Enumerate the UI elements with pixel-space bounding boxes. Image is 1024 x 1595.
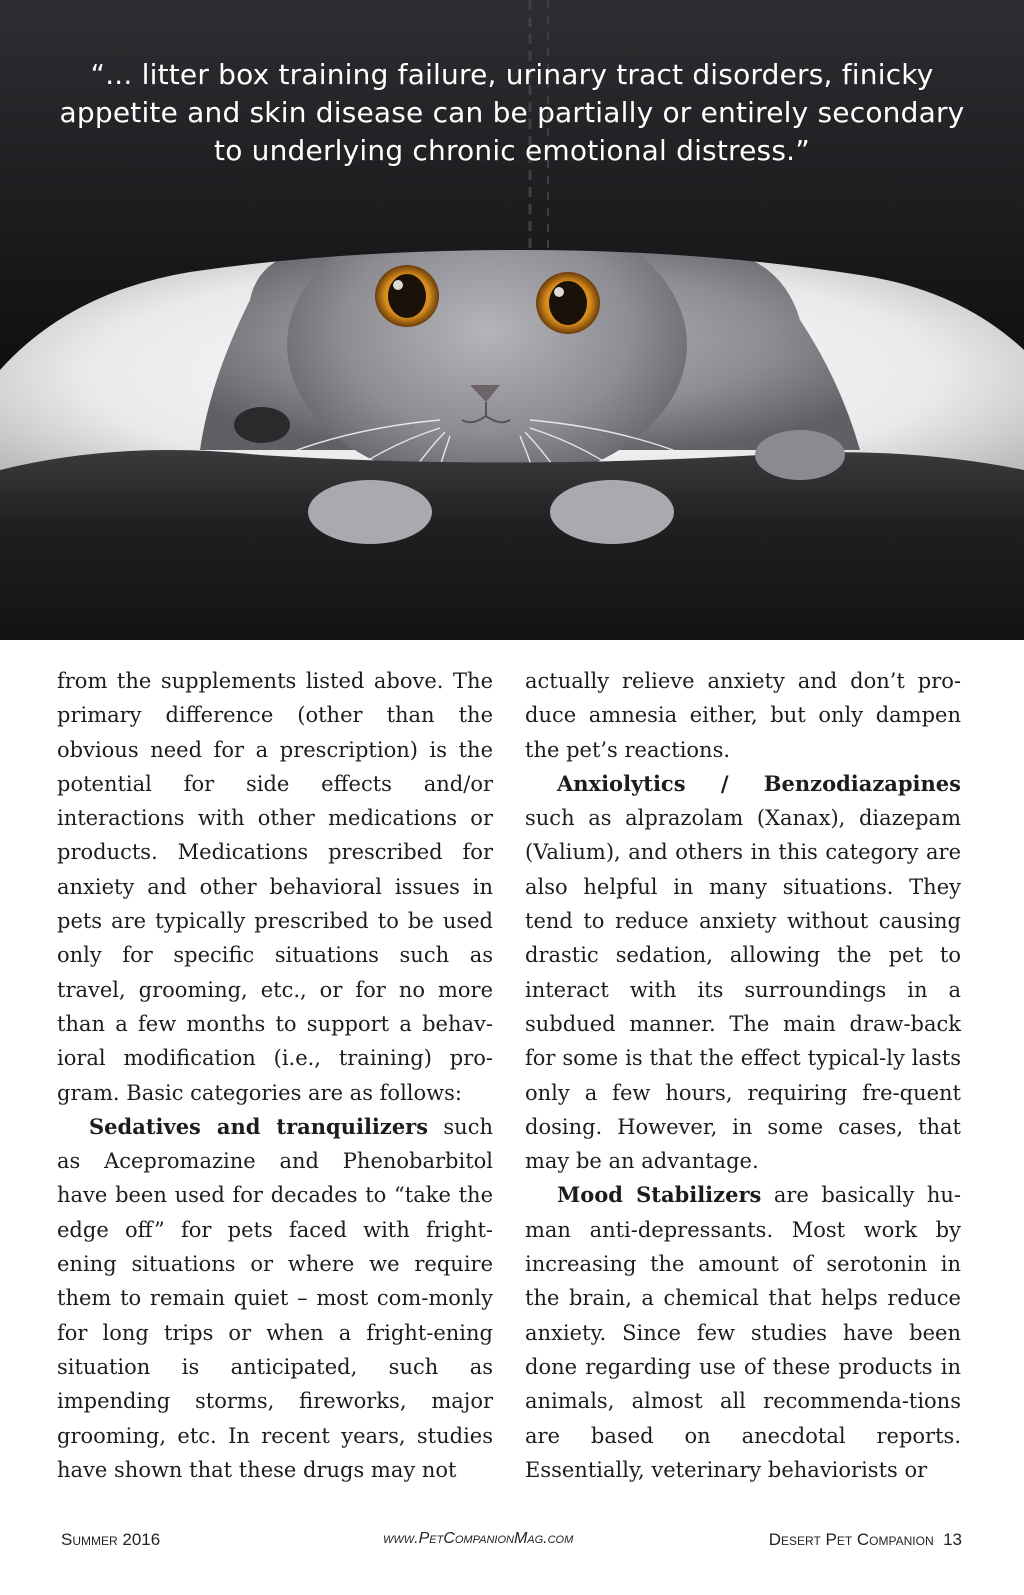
- paragraph: [525, 767, 961, 1179]
- category-heading: Mood Stabilizers: [557, 1182, 762, 1208]
- paragraph-text: from the supplements listed above. The primary difference (other than the obvious need for a prescription) is the potential for side effects and/or interactions with other medications or products. Medications prescribed for anxiety and other behavioral issues in pets are typically prescribed to be used only for specific situations such as travel, grooming, etc., or for no more than a few months to support a behav-ioral modification (i.e., training) pro-gram. Basic categories are as follows:: [57, 669, 493, 1105]
- publication-and-page: [769, 1530, 962, 1550]
- cat-right-eye: [536, 272, 600, 334]
- website-link[interactable]: www.PetCompanionMag.com: [383, 1530, 574, 1547]
- hero-photo: [0, 0, 1024, 640]
- pull-quote: “... litter box training failure, urinary tract disorders, finicky appetite and skin disease can be partially or entirely secondary to underlying chronic emotional distress.”: [59, 58, 965, 167]
- publication-name: Desert Pet Companion: [768, 1530, 934, 1549]
- cat-left-eye: [375, 265, 439, 327]
- category-heading: Sedatives and tranquilizers: [89, 1113, 429, 1139]
- paragraph-text: actually relieve anxiety and don’t pro-duce amnesia either, but only dampen the pet’s reactions.: [525, 669, 961, 762]
- article-right-column: [525, 664, 961, 1487]
- page-footer: [0, 1530, 1024, 1556]
- category-heading: Anxiolytics / Benzodiazapines: [557, 770, 961, 796]
- article-left-column: [57, 664, 493, 1487]
- paragraph-text: such as Acepromazine and Phenobarbitol have been used for decades to “take the edge off” for pets faced with fright-ening situations or where we require them to remain quiet – most com-monly for long trips or when a fright-ening situation is anticipated, such as impending storms, fireworks, major grooming, etc. In recent years, studies have shown that these drugs may not: [57, 1114, 493, 1482]
- paragraph: [57, 1110, 493, 1487]
- paragraph: [525, 664, 961, 767]
- paragraph-text: are basically hu-man anti-depressants. Most work by increasing the amount of serotonin in the brain, a chemical that helps reduce anxiety. Since few studies have been done regarding use of these products in animals, almost all recommenda-tions are based on anecdotal reports. Essentially, veterinary behaviorists or: [525, 1183, 961, 1482]
- issue-date: Summer 2016: [61, 1530, 161, 1549]
- page-number: 13: [943, 1530, 962, 1549]
- paragraph-text: such as alprazolam (Xanax), diazepam (Valium), and others in this category are also helpful in many situations. They tend to reduce anxiety without causing drastic sedation, allowing the pet to interact with its surroundings in a subdued manner. The main draw-back for some is that the effect typical-ly lasts only a few hours, requiring fre-quent dosing. However, in some cases, that may be an advantage.: [525, 806, 961, 1174]
- paragraph: [57, 664, 493, 1110]
- paragraph: [525, 1178, 961, 1487]
